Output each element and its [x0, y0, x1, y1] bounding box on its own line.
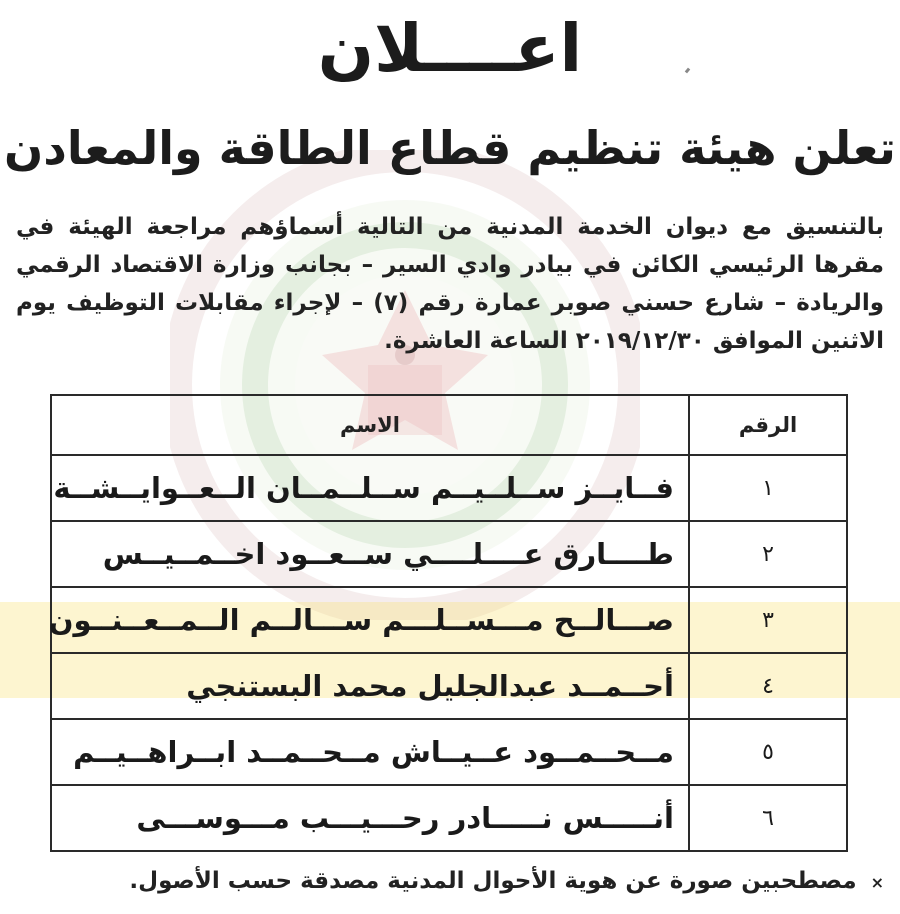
row-number: ٣: [689, 587, 847, 653]
intro-paragraph: بالتنسيق مع ديوان الخدمة المدنية من التالية أسماؤهم مراجعة الهيئة في مقرها الرئيسي الكائن في بيادر وادي السير – بجانب وزارة الاقتصاد الرقمي والريادة – شارع حسني صوبر عمارة رقم (٧) – لإجراء مقابلات التوظيف يوم الاثنين الموافق ٢٠١٩/١٢/٣٠ الساعة العاشرة.: [16, 214, 884, 354]
row-name: فــايــز ســلــيــم ســلــمــان الــعــوايــشــة: [51, 455, 689, 521]
candidates-table: [50, 394, 848, 852]
header-name: الاسم: [51, 395, 689, 455]
footnote-text: مصطحبين صورة عن هوية الأحوال المدنية مصدقة حسب الأصول.: [129, 868, 857, 894]
row-number: ٢: [689, 521, 847, 587]
table-header-row: [51, 395, 847, 455]
page-title: اعــــلان: [317, 10, 583, 87]
page-subtitle: تعلن هيئة تنظيم قطاع الطاقة والمعادن: [4, 121, 896, 175]
footnote: [16, 862, 884, 902]
row-name: مــحــمــود عــيــاش مــحــمــد ابــراهــيــم: [51, 719, 689, 785]
table-row: [51, 455, 847, 521]
row-name: صـــالــح مـــســلـــم ســـالــم الــمــعــنــون: [51, 587, 689, 653]
table-row: [51, 719, 847, 785]
row-name: أنـــــس نـــــادر رحـــيـــب مـــوســـى: [51, 785, 689, 851]
candidates-table-wrapper: [50, 394, 848, 848]
row-number: ٥: [689, 719, 847, 785]
row-number: ١: [689, 455, 847, 521]
table-row: [51, 521, 847, 587]
footnote-mark: ×: [870, 873, 884, 892]
table-row: [51, 785, 847, 851]
row-number: ٤: [689, 653, 847, 719]
header-number: الرقم: [689, 395, 847, 455]
table-row: [51, 653, 847, 719]
row-number: ٦: [689, 785, 847, 851]
row-name: أحــمــد عبدالجليل محمد البستنجي: [51, 653, 689, 719]
row-name: طــــارق عــــلــــي ســعــود اخــمــيــس: [51, 521, 689, 587]
table-row: [51, 587, 847, 653]
